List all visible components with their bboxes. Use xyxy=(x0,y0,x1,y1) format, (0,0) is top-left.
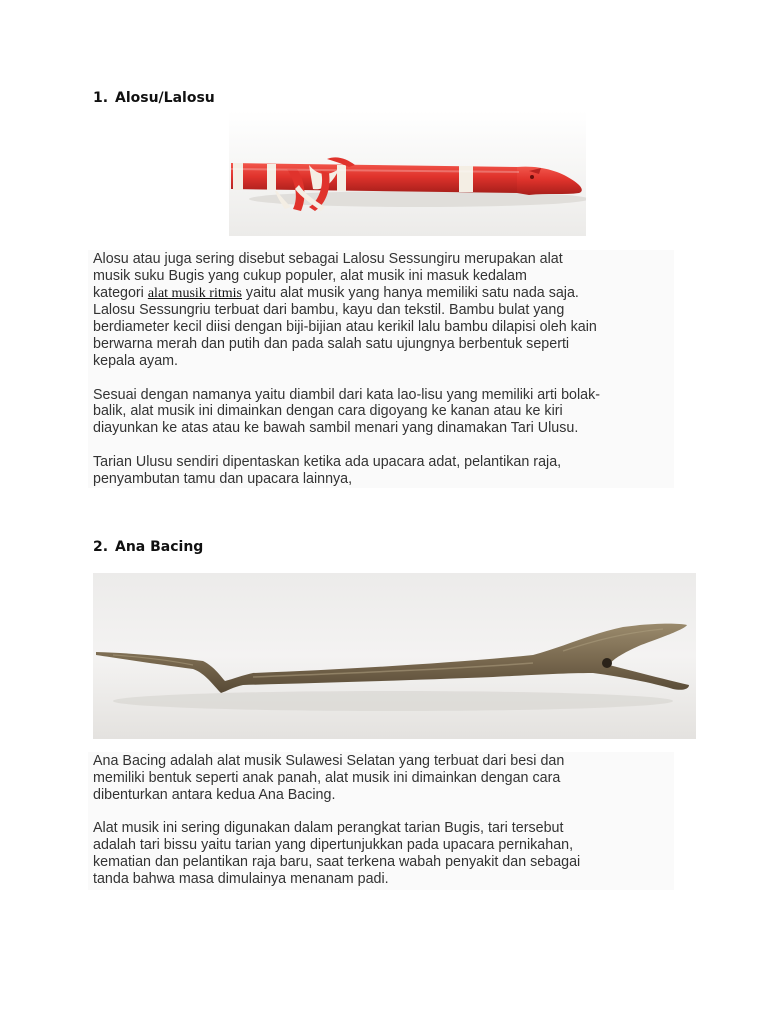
paragraph-line: kepala ayam. xyxy=(93,352,179,369)
paragraph-line: Lalosu Sessungriu terbuat dari bambu, kayu dan tekstil. Bambu bulat yang xyxy=(93,302,565,319)
paragraph-line: Ana Bacing adalah alat musik Sulawesi Selatan yang terbuat dari besi dan xyxy=(93,753,565,769)
line-text: kategori xyxy=(93,284,148,301)
section-2-heading xyxy=(93,539,203,555)
line-text: yaitu alat musik yang hanya memiliki satu nada saja. xyxy=(241,284,579,301)
ana-bacing-photo xyxy=(93,573,696,739)
term-link[interactable]: alat musik ritmis xyxy=(147,285,242,301)
section-1-heading xyxy=(93,90,215,106)
section-2-title: Ana Bacing xyxy=(115,539,204,555)
section-2-number: 2. xyxy=(93,539,109,555)
paragraph-line: tanda bahwa masa dimulainya menanam padi. xyxy=(93,870,389,887)
section-1-number: 1. xyxy=(93,90,109,106)
section-2-text xyxy=(88,752,674,890)
paragraph-line: kematian dan pelantikan raja baru, saat terkena wabah penyakit dan sebagai xyxy=(93,853,581,870)
paragraph-line: balik, alat musik ini dimainkan dengan cara digoyang ke kanan atau ke kiri xyxy=(93,403,563,420)
paragraph-line: Alosu atau juga sering disebut sebagai Lalosu Sessungiru merupakan alat xyxy=(93,251,563,267)
paragraph-line: berdiameter kecil diisi dengan biji-bijian atau kerikil lalu bambu dilapisi oleh kain xyxy=(93,319,597,336)
paragraph-line: penyambutan tamu dan upacara lainnya, xyxy=(93,470,353,487)
section-1-title: Alosu/Lalosu xyxy=(115,90,215,106)
ana-bacing-illustration xyxy=(93,573,696,739)
paragraph-line: Sesuai dengan namanya yaitu diambil dari kata lao-lisu yang memiliki arti bolak- xyxy=(93,386,601,403)
paragraph-line: berwarna merah dan putih dan pada salah satu ujungnya berbentuk seperti xyxy=(93,335,570,352)
paragraph-line xyxy=(93,285,674,303)
alosu-photo xyxy=(229,111,586,236)
paragraph-line: Tarian Ulusu sendiri dipentaskan ketika ada upacara adat, pelantikan raja, xyxy=(93,453,562,470)
paragraph-line: memiliki bentuk seperti anak panah, alat musik ini dimainkan dengan cara xyxy=(93,769,561,786)
alosu-illustration xyxy=(229,111,586,236)
paragraph-line: musik suku Bugis yang cukup populer, alat musik ini masuk kedalam xyxy=(93,267,527,284)
paragraph-line: Alat musik ini sering digunakan dalam perangkat tarian Bugis, tari tersebut xyxy=(93,820,564,837)
paragraph-line: adalah tari bissu yaitu tarian yang dipertunjukkan pada upacara pernikahan, xyxy=(93,837,574,854)
paragraph-line: dibenturkan antara kedua Ana Bacing. xyxy=(93,786,336,803)
paragraph-line: diayunkan ke atas atau ke bawah sambil menari yang dinamakan Tari Ulusu. xyxy=(93,420,579,437)
section-1-text xyxy=(88,250,674,488)
